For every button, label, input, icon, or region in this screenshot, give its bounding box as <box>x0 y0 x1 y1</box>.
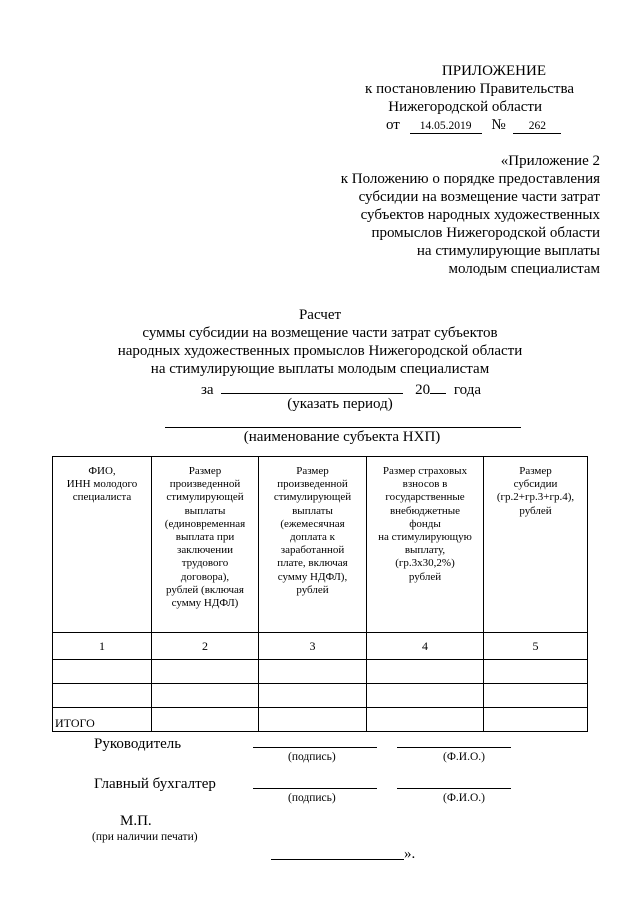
table-row <box>53 684 588 708</box>
header-cell: Размер субсидии (гр.2+гр.3+гр.4), рублей <box>484 457 588 633</box>
closing-mark: ». <box>404 846 416 862</box>
year-field <box>430 378 446 394</box>
column-number: 5 <box>484 633 588 660</box>
table-cell <box>152 660 259 684</box>
appendix-line-2: Нижегородской области <box>388 99 542 115</box>
decree-number: 262 <box>513 119 561 134</box>
title-line-0: суммы субсидии на возмещение части затрат субъектов <box>142 325 498 341</box>
table-cell <box>152 684 259 708</box>
head-signature-hint: (подпись) <box>288 751 336 763</box>
appendix-title: ПРИЛОЖЕНИЕ <box>441 63 546 79</box>
table-cell <box>484 684 588 708</box>
table-cell <box>367 660 484 684</box>
head-name-hint: (Ф.И.О.) <box>443 751 485 763</box>
title-line-1: народных художественных промыслов Нижегородской области <box>117 343 523 359</box>
table-cell <box>152 708 259 732</box>
head-label: Руководитель <box>94 736 182 752</box>
stamp-hint: (при наличии печати) <box>92 831 198 843</box>
column-number: 2 <box>152 633 259 660</box>
table-cell <box>53 684 152 708</box>
table-cell <box>259 684 367 708</box>
decree-date: 14.05.2019 <box>410 119 482 134</box>
appendix2-line-4: промыслов Нижегородской области <box>371 225 600 241</box>
number-sign: № <box>491 117 506 133</box>
period-suffix: года <box>453 382 481 398</box>
accountant-label: Главный бухгалтер <box>94 776 216 792</box>
appendix2-line-0: «Приложение 2 <box>500 153 600 169</box>
appendix2-line-6: молодым специалистам <box>448 261 600 277</box>
appendix-line-1: к постановлению Правительства <box>365 81 574 97</box>
table-cell <box>259 708 367 732</box>
period-prefix: за <box>201 382 214 398</box>
column-number: 4 <box>367 633 484 660</box>
period-year: 20 <box>415 382 431 398</box>
table-header-row <box>53 457 588 633</box>
table-total-row <box>53 708 588 732</box>
title-line-2: на стимулирующие выплаты молодым специалистам <box>150 361 490 377</box>
table-row <box>53 660 588 684</box>
entity-hint: (наименование субъекта НХП) <box>243 429 441 445</box>
from-label: от <box>386 117 400 133</box>
head-signature-line <box>253 747 377 748</box>
column-number: 1 <box>53 633 152 660</box>
header-cell: Размер произведенной стимулирующей выплаты (единовременная выплата при заключении трудового договора), рублей (включая сумму НДФЛ) <box>152 457 259 633</box>
accountant-signature-hint: (подпись) <box>288 792 336 804</box>
column-number: 3 <box>259 633 367 660</box>
header-cell: Размер произведенной стимулирующей выплаты (ежемесячная доплата к заработанной плате, включая сумму НДФЛ), рублей <box>259 457 367 633</box>
appendix2-line-3: субъектов народных художественных <box>360 207 600 223</box>
table-cell <box>259 660 367 684</box>
appendix2-line-1: к Положению о порядке предоставления <box>340 171 600 187</box>
period-field <box>221 378 403 394</box>
accountant-name-line <box>397 788 511 789</box>
document-heading: Расчет <box>298 307 342 323</box>
appendix-date-row <box>386 116 561 134</box>
period-hint: (указать период) <box>287 396 393 412</box>
total-label: ИТОГО <box>53 708 152 732</box>
table-number-row <box>53 633 588 660</box>
head-name-line <box>397 747 511 748</box>
appendix2-line-2: субсидии на возмещение части затрат <box>358 189 600 205</box>
table-cell <box>53 660 152 684</box>
accountant-signature-line <box>253 788 377 789</box>
table-cell <box>484 708 588 732</box>
table-cell <box>484 660 588 684</box>
calculation-table <box>52 456 588 732</box>
table-cell <box>367 708 484 732</box>
header-cell: Размер страховых взносов в государственные внебюджетные фонды на стимулирующую выплату, (гр.3х30,2%) рублей <box>367 457 484 633</box>
accountant-name-hint: (Ф.И.О.) <box>443 792 485 804</box>
table-cell <box>367 684 484 708</box>
closing-date-line <box>271 859 404 860</box>
appendix2-line-5: на стимулирующие выплаты <box>416 243 600 259</box>
header-cell: ФИО, ИНН молодого специалиста <box>53 457 152 633</box>
stamp-label: М.П. <box>120 813 152 829</box>
